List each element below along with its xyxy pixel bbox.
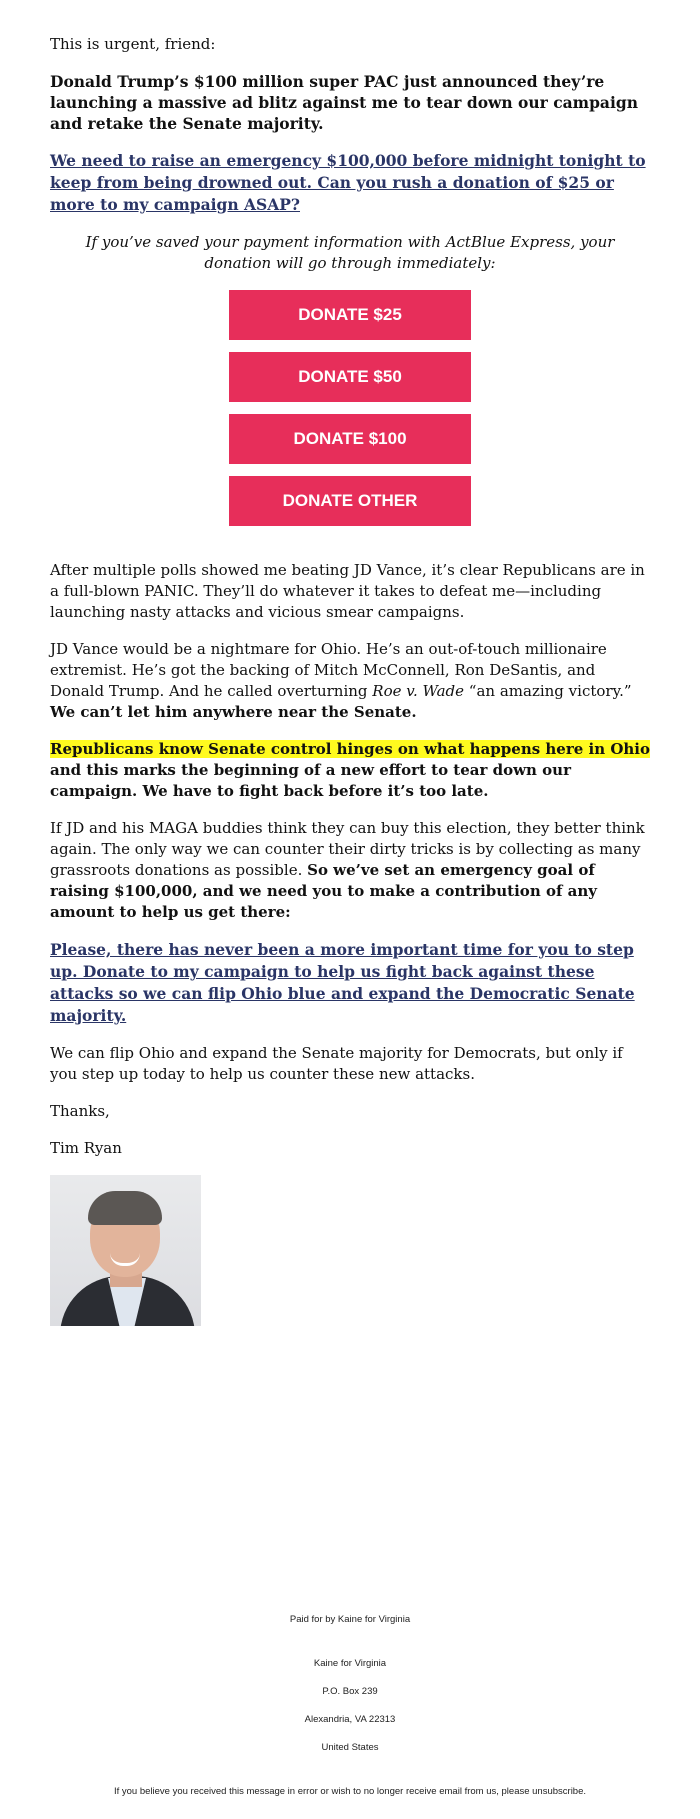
grassroots-bold: So we’ve set an emergency goal of raising $100,000, and we need you to make a contribution of any amount to help us get there: [50,861,597,921]
flip-ohio-paragraph: We can flip Ohio and expand the Senate majority for Democrats, but only if you step up today to help us counter these new attacks. [50,1044,623,1083]
grassroots-text: If JD and his MAGA buddies think they can buy this election, they better think again. The only way we can counter their dirty tricks is by collecting as many grassroots donations as possible. [50,819,645,879]
signature-name: Tim Ryan [50,1139,122,1157]
polls-paragraph: After multiple polls showed me beating JD Vance, it’s clear Republicans are in a full-blown PANIC. They’ll do whatever it takes to defeat me—including launching nasty attacks and vicious smear campaigns. [50,561,645,621]
roe-v-wade: Roe v. Wade [372,682,465,700]
step-up-link[interactable]: Please, there has never been a more important time for you to step up. Donate to my campaign to help us fight back against these attacks so we can flip Ohio blue and expand the Democratic Senate majority. [50,940,635,1025]
donate-button-group [50,290,650,538]
donate-other-button[interactable]: DONATE OTHER [229,476,471,526]
vance-bold: We can’t let him anywhere near the Senate. [50,703,417,721]
candidate-photo [50,1175,201,1326]
footer-city: Alexandria, VA 22313 [304,1714,396,1725]
vance-paragraph [50,639,650,723]
step-up-paragraph [50,939,650,1027]
senate-control-paragraph [50,739,650,802]
grassroots-paragraph [50,818,650,923]
signoff: Thanks, [50,1102,110,1120]
donate-25-button[interactable]: DONATE $25 [229,290,471,340]
unsubscribe-link[interactable]: If you believe you received this message in error or wish to no longer receive email from us, please unsubscribe. [113,1786,587,1797]
footer-country: United States [321,1742,379,1753]
unsubscribe-line [0,1786,700,1797]
lead-paragraph: Donald Trump’s $100 million super PAC just announced they’re launching a massive ad blitz against me to tear down our campaign and retake the Senate majority. [50,72,638,133]
footer-po-box: P.O. Box 239 [322,1686,378,1697]
vance-quote: “an amazing victory.” [464,682,632,700]
greeting: This is urgent, friend: [50,35,216,53]
highlighted-text: Republicans know Senate control hinges on what happens here in Ohio [50,740,651,758]
donate-50-button[interactable]: DONATE $50 [229,352,471,402]
vance-text: JD Vance would be a nightmare for Ohio. He’s an out-of-touch millionaire extremist. He’s got the backing of Mitch McConnell, Ron DeSantis, and Donald Trump. And he called overturning [50,640,607,700]
paid-for-disclaimer: Paid for by Kaine for Virginia [289,1614,411,1625]
senate-control-rest: and this marks the beginning of a new effort to tear down our campaign. We have to fight back before it’s too late. [50,761,571,800]
actblue-express-note: If you’ve saved your payment information with ActBlue Express, your donation will go through immediately: [85,233,615,272]
ask-paragraph [50,150,650,216]
footer-org: Kaine for Virginia [313,1658,387,1669]
donate-100-button[interactable]: DONATE $100 [229,414,471,464]
donate-ask-link[interactable]: We need to raise an emergency $100,000 before midnight tonight to keep from being drowned out. Can you rush a donation of $25 or more to my campaign ASAP? [50,151,646,214]
photo-hair [88,1191,162,1225]
email-body [50,34,650,1326]
